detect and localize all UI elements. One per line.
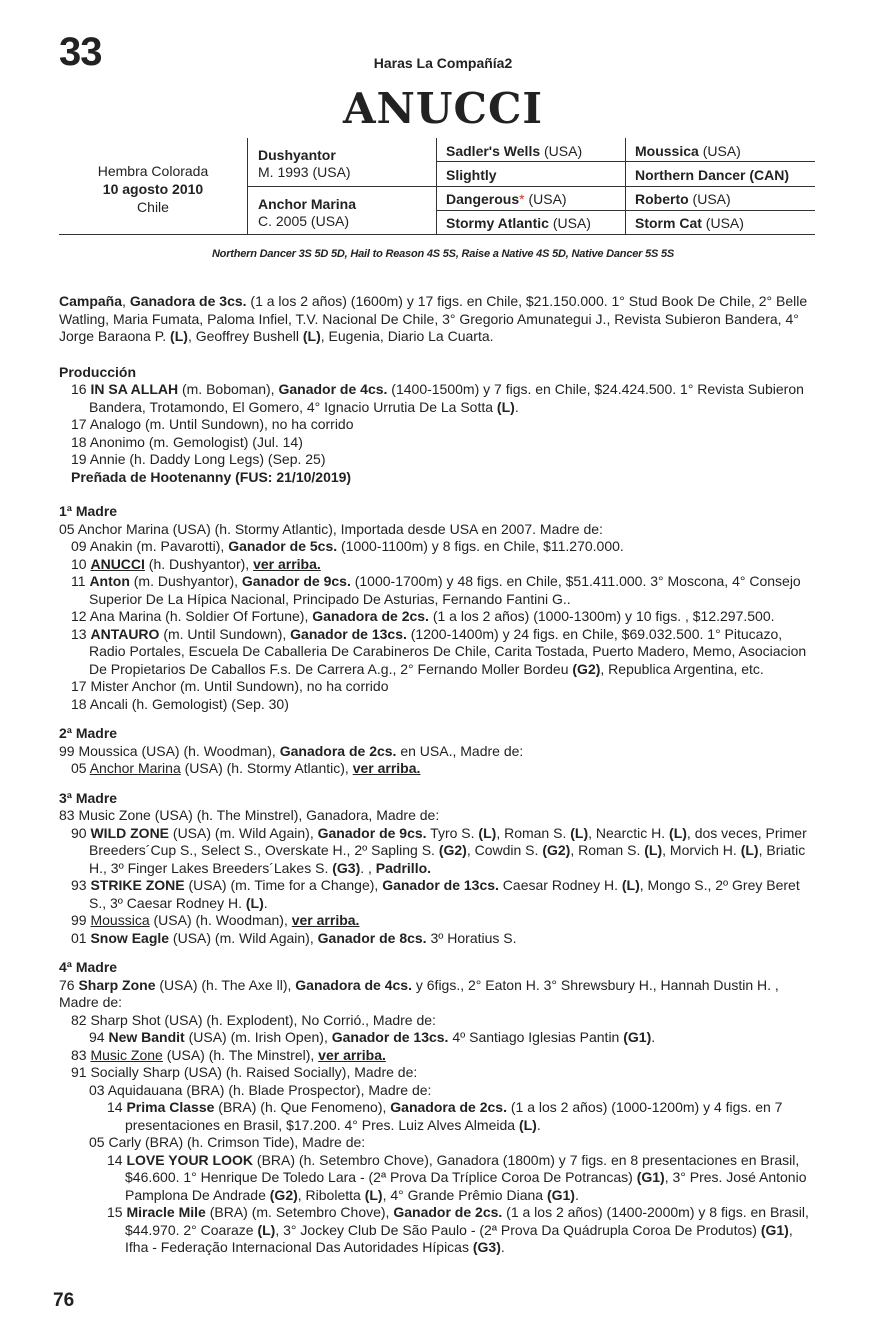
wins: Ganadora de 3cs. [129,293,247,309]
list-item: 05 Carly (BRA) (h. Crimson Tide), Madre de: [89,1134,366,1150]
list-item: 83 Music Zone (USA) (h. The Minstrel), Ganadora, Madre de: [59,807,440,823]
grade: (G2) [542,842,571,858]
text: 94 [89,1029,109,1045]
grade: (G3) [472,1239,501,1255]
wins: Ganadora de 2cs. [279,742,397,759]
grade: (G1) [546,1186,575,1203]
section-title: 3ª Madre [59,789,118,806]
horse: Snow Eagle [90,929,170,946]
ver-arriba-link[interactable]: ver arriba. [318,1046,386,1063]
text: (USA) (h. Stormy Atlantic), [180,760,353,776]
catalog-body [59,293,819,1257]
dam-sire-name: Dangerous [446,191,520,207]
text: , Mongo S., 2º Grey Beret S., 3º Caesar Rodney H. [89,877,800,911]
grade: (L) [302,328,321,344]
stallion-note: Padrillo. [375,859,432,876]
text: (m. Boboman), [178,381,279,397]
list-item [59,912,819,930]
text: (h. Dushyantor), [144,555,254,572]
list-item [59,760,819,778]
sire-dam [446,167,497,184]
horse: New Bandit [108,1029,185,1045]
text: , Republica Argentina, etc. [600,660,764,677]
list-item [59,626,819,679]
text: . , [360,859,376,876]
gdam-4 [635,215,744,232]
text: 3º Horatius S. [426,929,517,946]
text: 76 [59,976,79,993]
list-item [59,977,819,1012]
text: en USA., Madre de: [396,742,524,759]
text: (1200-1400m) y 24 figs. en Chile, $69.032.500. 1° Pitucazo, Radio Portales, Escuela De Caballeria De Carabineros De Chile, Carita Tostada, Puerto Madero, Memo, Asociacion De Propietarios De Caballos F.s. De Carrera A.g., 2° Fernando Moller Bordeu [89,625,807,677]
text: , Ifha - Federação Internacional Das Autoridades Hípicas [125,1221,793,1255]
text: , Roman S. [496,824,571,841]
text: , Eugenia, Diario La Cuarta. [320,328,494,344]
sex-color: Hembra Colorada [97,163,209,179]
sire-sire-name: Sadler's Wells [446,143,541,159]
list-item [59,1047,819,1065]
text: . [651,1029,656,1045]
gdam-3-name: Roberto [635,191,689,207]
wins: Ganadora de 2cs. [390,1099,507,1115]
pregnancy-text: Preñada de Hootenanny (FUS: 21/10/2019) [71,468,352,485]
grade: (L) [570,824,589,841]
text: 14 [107,1151,127,1168]
text: . [536,1116,541,1133]
text: (USA) (m. Irish Open), [184,1029,332,1045]
dam-sire-country: (USA) [524,191,567,207]
divider [436,210,815,211]
list-item [59,573,819,608]
grade: (G3) [332,859,361,876]
list-item: 82 Sharp Shot (USA) (h. Explodent), No Corrió., Madre de: [71,1011,436,1028]
sire-info: M. 1993 (USA) [258,164,351,180]
text: , dos veces, Primer Breeders´Cup S., Select S., Overskate H., 2º Sapling S. [89,824,807,858]
text: 99 [71,912,91,928]
page-number: 76 [53,1290,75,1311]
list-item: 19 Annie (h. Daddy Long Legs) (Sep. 25) [71,451,326,467]
list-item: 03 Aquidauana (BRA) (h. Blade Prospector), Madre de: [89,1081,432,1098]
text: 11 [71,573,90,589]
gdam-1-name: Moussica [635,143,699,159]
dam-dam-country: (USA) [548,215,591,231]
gdam-3-country: (USA) [688,191,731,207]
ver-arriba-link[interactable]: ver arriba. [352,760,421,776]
text: (1 a los 2 años) (1600m) y 17 figs. en Chile, $21.150.000. 1° Stud Book De Chile, 2° Belle Watling, Maria Fumata, Paloma Infiel, T.V. Nacional De Chile, 3° Gregorio Amunategui J., Revista Subieron Bandera, 4° Jorge Baraona P. [59,293,808,344]
wins: Ganador de 9cs. [317,824,427,841]
horse: ANTAURO [90,625,160,642]
horse: IN SA ALLAH [90,381,179,397]
text: . [514,398,519,415]
text: 83 [71,1046,91,1063]
text: 13 [71,625,91,642]
text: 93 [71,877,91,893]
horse: ANUCCI [90,555,145,572]
grade: (L) [478,824,497,841]
text: (1400-1500m) y 7 figs. en Chile, $24.424.500. 1° Revista Subieron Bandera, Trotamondo, El Gomero, 4° Ignacio Urrutia De La Sotta [89,381,804,415]
horse-name: ANUCCI [342,84,544,133]
text: Tyro S. [426,824,479,841]
list-item [59,556,819,574]
text: (m. Dushyantor), [129,573,242,589]
text: (USA) (m. Wild Again), [169,824,318,841]
text: (USA) (h. The Axe ll), [155,976,296,993]
list-item [59,1029,819,1047]
grade: (G1) [760,1221,789,1238]
wins: Ganador de 13cs. [331,1029,449,1045]
wins: Ganador de 9cs. [241,573,351,589]
text: Caesar Rodney H. [498,877,622,893]
text: . [500,1239,505,1255]
text: , Roman S. [570,842,645,858]
text: (1000-1700m) y 48 figs. en Chile, $51.411.000. 3° Moscona, 4° Consejo Superior De La Hípica Nacional, Principado De Asturias, Fernando Fantini G.. [89,573,801,607]
pregnancy-note [59,469,819,487]
consignor: Haras La Compañía2 [373,55,513,71]
horse: Miracle Mile [126,1204,206,1220]
grade: (L) [245,894,264,911]
text: (BRA) (h. Que Fenomeno), [214,1099,391,1115]
section-title: 4ª Madre [59,959,118,975]
grade: (G1) [636,1169,665,1185]
horse: STRIKE ZONE [90,877,185,893]
text: , 3° Jockey Club De São Paulo - (2ª Prova Da Quádrupla Coroa De Produtos) [275,1221,761,1238]
sire-name: Dushyantor [258,147,336,163]
list-item [59,1204,819,1257]
list-item [59,538,819,556]
grade: (G2) [438,842,467,858]
grade: (L) [669,824,687,841]
grade: (G1) [623,1029,652,1045]
wins: Ganador de 8cs. [317,929,427,946]
wins: Ganador de 13cs. [382,877,499,893]
horse-link[interactable]: Moussica [90,912,150,928]
grade: (L) [364,1186,383,1203]
text: 12 Ana Marina (h. Soldier Of Fortune), [71,608,313,624]
lot-number: 33 [59,30,102,74]
list-item: 17 Mister Anchor (m. Until Sundown), no ha corrido [71,678,389,694]
text: (USA) (m. Time for a Change), [184,877,383,893]
divider [247,186,436,187]
text: 99 Moussica (USA) (h. Woodman), [59,742,280,759]
text: , Morvich H. [662,842,741,858]
dam-dam-name: Stormy Atlantic [446,215,549,231]
list-item [59,381,819,416]
grade: (L) [257,1221,276,1238]
gdam-1-country: (USA) [698,143,741,159]
horse: Anton [89,573,130,589]
text: (m. Until Sundown), [159,625,291,642]
dam-info: C. 2005 (USA) [258,213,350,229]
sire-sire [446,143,582,160]
horse: Sharp Zone [78,976,156,993]
text: (1 a los 2 años) (1000-1200m) y 4 figs. en 7 presentaciones en Brasil, $17.200. 4° Pres. Luiz Alves Almeida [125,1099,783,1133]
grade: (G2) [269,1186,298,1203]
list-item: 17 Analogo (m. Until Sundown), no ha corrido [71,416,354,432]
grade: (L) [170,328,188,344]
gdam-2 [635,167,789,184]
text: . [263,894,268,911]
divider [436,186,815,187]
wins: Ganador de 2cs. [393,1204,503,1220]
text: 09 Anakin (m. Pavarotti), [71,538,229,554]
grade: (L) [496,398,515,415]
text: (BRA) (h. Setembro Chove), Ganadora (1800m) y 7 figs. en 8 presentaciones en Brasil, $46.600. 1° Henrique De Toledo Lara - (2ª Prova Da Tríplice Coroa De Potrancas) [125,1151,800,1185]
gdam-2-name: Northern Dancer (CAN) [635,167,790,183]
ver-arriba-link[interactable]: ver arriba. [291,912,360,928]
grade: (L) [740,842,759,858]
campana-label: Campaña [59,293,123,309]
section-title: Producción [59,363,137,380]
dam-sire [446,191,567,208]
wins: Ganador de 5cs. [228,538,338,554]
wins: Ganadora de 4cs. [295,976,412,993]
dam-dam [446,215,591,232]
text: 15 [107,1204,127,1220]
list-item: 18 Anonimo (m. Gemologist) (Jul. 14) [71,433,303,450]
grade: (L) [644,842,663,858]
text: 01 [71,929,91,946]
list-item: 05 Anchor Marina (USA) (h. Stormy Atlantic), Importada desde USA en 2007. Madre de: [59,520,603,537]
text: (1000-1100m) y 8 figs. en Chile, $11.270.000. [337,538,624,554]
birth-country: Chile [137,199,169,215]
section-title: 2ª Madre [59,725,118,741]
text: 14 [107,1099,127,1115]
text: 16 [71,381,91,397]
gdam-3 [635,191,731,208]
dosage-line: Northern Dancer 3S 5D 5D, Hail to Reason 4S 5S, Raise a Native 4S 5D, Native Dancer 5S 5S [211,248,675,260]
text: , Nearctic H. [588,824,670,841]
ver-arriba-link[interactable]: ver arriba. [253,555,321,572]
gdam-4-name: Storm Cat [635,215,702,231]
dam [258,196,356,230]
text: 05 [71,760,90,776]
horse: LOVE YOUR LOOK [126,1151,254,1168]
text: (1 a los 2 años) (1400-2000m) y 8 figs. en Brasil, $44.970. 2° Coaraze [125,1204,809,1238]
text: , Geoffrey Bushell [187,328,303,344]
text: 10 [71,555,91,572]
list-item [59,1099,819,1134]
sire-sire-country: (USA) [540,143,583,159]
list-item: 18 Ancali (h. Gemologist) (Sep. 30) [71,695,289,712]
text: (USA) (h. Woodman), [149,912,292,928]
text: , 3° Pres. José Antonio Pamplona De Andrade [125,1169,807,1203]
text: 4º Santiago Iglesias Pantin [448,1029,624,1045]
text: (USA) (h. The Minstrel), [162,1046,319,1063]
text: 90 [71,824,91,841]
list-item [59,930,819,948]
horse-link[interactable]: Anchor Marina [89,760,181,776]
text: (USA) (m. Wild Again), [169,929,318,946]
list-item: 91 Socially Sharp (USA) (h. Raised Socially), Madre de: [71,1064,418,1080]
grade: (G2) [572,660,601,677]
basic-info [59,162,247,216]
gdam-4-country: (USA) [701,215,744,231]
dam-name: Anchor Marina [258,196,357,212]
list-item [59,877,819,912]
text: , Riboletta [297,1186,365,1203]
grade: (L) [621,877,640,893]
wins: Ganador de 4cs. [278,381,388,397]
gdam-1 [635,143,741,160]
sire [258,147,351,181]
section-title: 1ª Madre [59,503,118,519]
horse: WILD ZONE [90,824,170,841]
text: , Briatic H., 3º Finger Lakes Breeders´Lakes S. [89,842,806,876]
text: . [574,1186,579,1203]
sire-dam-name: Slightly [446,167,497,183]
text: , Cowdin S. [466,842,543,858]
campana-paragraph [59,293,819,346]
asterisk-mark: * [519,191,525,207]
divider [436,161,815,162]
birth-date: 10 agosto 2010 [102,181,204,197]
text: , 4° Grande Prêmio Diana [382,1186,547,1203]
list-item [59,608,819,626]
list-item [59,743,819,761]
text: y 6figs., 2° Eaton H. 3° Shrewsbury H., Hannah Dustin H. , Madre de: [59,976,779,1010]
grade: (L) [518,1116,537,1133]
wins: Ganadora de 2cs. [312,608,429,624]
text: , [122,293,130,309]
wins: Ganador de 13cs. [290,625,407,642]
text: (BRA) (m. Setembro Chove), [205,1204,394,1220]
pedigree-table [59,138,815,235]
horse: Prima Classe [126,1099,215,1115]
list-item [59,1152,819,1205]
horse-link[interactable]: Music Zone [90,1046,163,1063]
list-item [59,825,819,878]
text: (1 a los 2 años) (1000-1300m) y 10 figs. , $12.297.500. [428,608,775,624]
